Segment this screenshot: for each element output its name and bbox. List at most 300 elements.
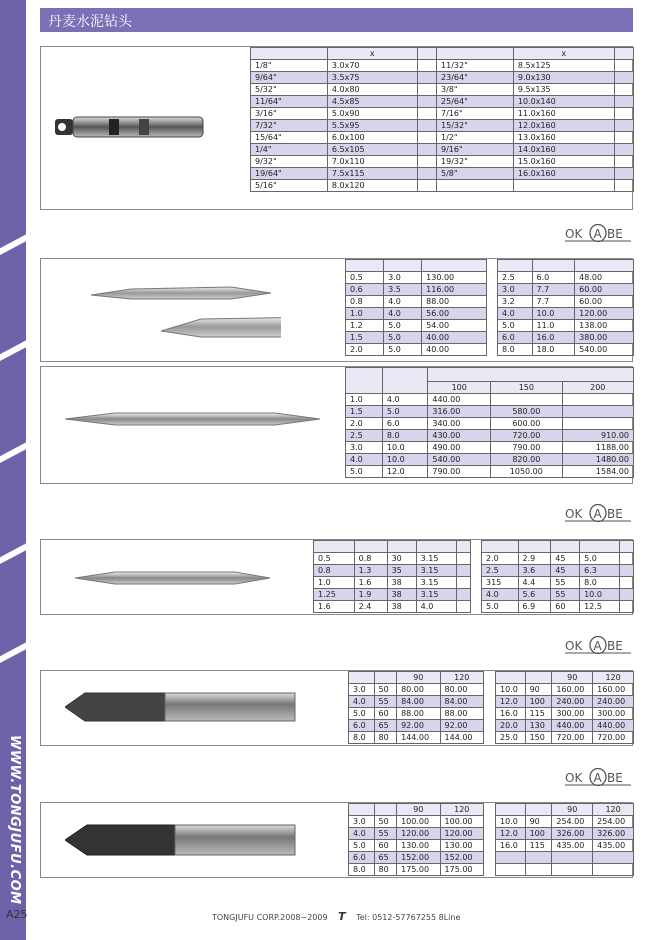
table-cell: 5.0 (384, 320, 422, 332)
page-number: A25 (6, 908, 28, 921)
table-cell (437, 180, 514, 192)
table-row (349, 732, 484, 744)
table-cell: 4.0 (382, 394, 427, 406)
spec-table-2a (345, 259, 487, 356)
table-cell (498, 260, 533, 272)
table-cell (552, 864, 593, 876)
table-cell: 200 (562, 382, 633, 394)
table-cell (614, 120, 633, 132)
table-cell: 340.00 (428, 418, 491, 430)
table-row (314, 541, 471, 553)
table-cell: 16.0 (496, 840, 526, 852)
table-cell: 3.15 (416, 553, 457, 565)
table-cell: 152.00 (397, 852, 440, 864)
table-cell: 54.00 (422, 320, 487, 332)
table-cell: 1.5 (346, 332, 384, 344)
table-cell (614, 96, 633, 108)
center-drill-image (81, 273, 281, 353)
table-row (251, 120, 634, 132)
table-cell: 7.0x110 (327, 156, 417, 168)
table-cell: 10.0x140 (513, 96, 614, 108)
table-row (251, 132, 634, 144)
table-cell (417, 84, 436, 96)
table-cell: 4.0 (349, 828, 375, 840)
table-cell: 6.0 (349, 852, 375, 864)
table-row (346, 406, 634, 418)
table-cell: 9/64" (251, 72, 328, 84)
table-cell: 540.00 (575, 344, 634, 356)
table-cell (614, 84, 633, 96)
table-cell: 720.00 (491, 430, 562, 442)
table-cell: 7.7 (532, 284, 575, 296)
table-cell: 1.0 (346, 308, 384, 320)
table-cell (346, 368, 383, 394)
table-row (346, 466, 634, 478)
table-cell: 6.0 (498, 332, 533, 344)
table-cell (314, 541, 355, 553)
center-drill-long-image (65, 405, 325, 435)
table-row (496, 684, 634, 696)
table-cell: 4.0 (498, 308, 533, 320)
table-cell: 60 (551, 601, 580, 613)
table-cell: 16.0x160 (513, 168, 614, 180)
table-row (346, 284, 487, 296)
table-cell: 4.0 (384, 308, 422, 320)
table-cell (457, 565, 471, 577)
spot-drill-image (65, 687, 305, 727)
table-row (482, 565, 634, 577)
table-row (482, 577, 634, 589)
table-cell (525, 864, 552, 876)
table-cell (496, 672, 526, 684)
table-cell: 4.0 (384, 296, 422, 308)
table-cell: 14.0x160 (513, 144, 614, 156)
table-cell: 25.0 (496, 732, 526, 744)
footer-tel: Tel: 0512-57767255 (356, 913, 437, 922)
table-cell: 440.00 (428, 394, 491, 406)
table-cell: 6.9 (518, 601, 551, 613)
table-cell: 90 (552, 672, 593, 684)
table-cell: 0.5 (314, 553, 355, 565)
table-row (496, 720, 634, 732)
table-cell: 120 (440, 672, 483, 684)
table-cell: 144.00 (440, 732, 483, 744)
table-cell: 720.00 (593, 732, 634, 744)
page-title: 丹麦水泥钻头 (40, 8, 633, 32)
table-cell (417, 144, 436, 156)
table-cell: 100.00 (440, 816, 483, 828)
table-cell: 910.00 (562, 430, 633, 442)
table-cell: 300.00 (593, 708, 634, 720)
table-cell: 5.5x95 (327, 120, 417, 132)
table-row (314, 553, 471, 565)
table-cell: 15/32" (437, 120, 514, 132)
table-cell: 6.5x105 (327, 144, 417, 156)
table-row (482, 541, 634, 553)
table-row (251, 96, 634, 108)
table-cell: 4.0x80 (327, 84, 417, 96)
table-cell (614, 48, 633, 60)
footer-line: 8Line (438, 913, 461, 922)
table-cell: 130.00 (440, 840, 483, 852)
table-cell (562, 394, 633, 406)
table-cell: 8.0 (498, 344, 533, 356)
table-cell (620, 541, 634, 553)
svg-text:BE: BE (607, 639, 623, 653)
table-cell: 300.00 (552, 708, 593, 720)
table-cell: 90 (525, 684, 552, 696)
table-cell (417, 96, 436, 108)
spec-table-5b (495, 671, 634, 744)
table-cell (417, 108, 436, 120)
table-cell: 9.0x130 (513, 72, 614, 84)
table-cell: 48.00 (575, 272, 634, 284)
table-cell: 10.0 (496, 684, 526, 696)
table-cell: 88.00 (440, 708, 483, 720)
product-panel-2 (40, 258, 633, 362)
table-cell: 6.0 (532, 272, 575, 284)
okabe-logo (565, 224, 631, 242)
table-cell: 92.00 (440, 720, 483, 732)
table-cell (417, 72, 436, 84)
svg-text:OK: OK (565, 639, 583, 653)
table-cell: 1/2" (437, 132, 514, 144)
table-cell (374, 804, 397, 816)
table-cell: 12.0 (496, 828, 526, 840)
table-cell: 130.00 (397, 840, 440, 852)
table-cell: 5.0 (498, 320, 533, 332)
table-row (314, 589, 471, 601)
table-cell: 80 (374, 864, 397, 876)
table-cell: 2.4 (354, 601, 387, 613)
table-cell: 2.0 (482, 553, 519, 565)
svg-text:A: A (593, 507, 602, 521)
table-row (349, 684, 484, 696)
product-panel-6 (40, 802, 633, 878)
table-cell: 5.0 (346, 466, 383, 478)
table-cell: 0.6 (346, 284, 384, 296)
table-cell: 540.00 (428, 454, 491, 466)
table-cell: 3.5x75 (327, 72, 417, 84)
table-cell: 30 (387, 553, 416, 565)
table-cell: 19/64" (251, 168, 328, 180)
table-cell: 4.0 (349, 696, 375, 708)
product-panel-3 (40, 366, 633, 484)
table-row (346, 260, 487, 272)
table-cell: 5/8" (437, 168, 514, 180)
table-row (346, 272, 487, 284)
table-cell (491, 394, 562, 406)
table-cell: 435.00 (552, 840, 593, 852)
table-cell: 16.0 (496, 708, 526, 720)
table-cell: 2.0 (346, 418, 383, 430)
side-stripe (0, 330, 26, 363)
table-cell: x (513, 48, 614, 60)
table-cell: 12.5 (580, 601, 620, 613)
table-cell: 138.00 (575, 320, 634, 332)
table-cell: 38 (387, 589, 416, 601)
table-row (496, 708, 634, 720)
table-cell: 23/64" (437, 72, 514, 84)
table-row (251, 48, 634, 60)
table-cell (416, 541, 457, 553)
table-cell: 9/32" (251, 156, 328, 168)
drill-set-tube-image (49, 107, 209, 147)
table-cell: 440.00 (593, 720, 634, 732)
table-cell: 35 (387, 565, 416, 577)
table-row (349, 804, 484, 816)
table-cell: 90 (397, 804, 440, 816)
table-cell (417, 168, 436, 180)
table-cell: 8.0 (349, 864, 375, 876)
table-cell (384, 260, 422, 272)
spec-table-6a (348, 803, 484, 876)
table-row (496, 852, 634, 864)
table-row (482, 553, 634, 565)
table-cell: 80 (374, 732, 397, 744)
table-cell: 4.0 (346, 454, 383, 466)
table-cell: 11/32" (437, 60, 514, 72)
table-cell: 4.0 (416, 601, 457, 613)
table-row (314, 565, 471, 577)
table-cell (593, 852, 634, 864)
table-cell: 120.00 (440, 828, 483, 840)
table-cell: 19/32" (437, 156, 514, 168)
table-row (496, 840, 634, 852)
table-cell (620, 601, 634, 613)
table-cell: 4.4 (518, 577, 551, 589)
table-cell: 3.0 (384, 272, 422, 284)
footer-company: TONGJUFU CORP.2008~2009 (212, 913, 328, 922)
table-cell: 580.00 (491, 406, 562, 418)
table-cell: 5/16" (251, 180, 328, 192)
table-row (496, 672, 634, 684)
table-cell (496, 852, 526, 864)
table-cell (457, 553, 471, 565)
table-cell: 9.5x135 (513, 84, 614, 96)
table-cell: 55 (374, 696, 397, 708)
table-cell: 10.0 (382, 442, 427, 454)
table-cell: 60 (374, 840, 397, 852)
table-cell (614, 144, 633, 156)
table-cell: 316.00 (428, 406, 491, 418)
table-cell: 150 (491, 382, 562, 394)
table-cell (614, 132, 633, 144)
table-cell (417, 132, 436, 144)
table-row (496, 816, 634, 828)
table-cell: 1.3 (354, 565, 387, 577)
table-cell: 84.00 (440, 696, 483, 708)
table-row (314, 601, 471, 613)
table-cell: 160.00 (552, 684, 593, 696)
table-cell: 65 (374, 720, 397, 732)
table-cell: 600.00 (491, 418, 562, 430)
table-cell: 1.0 (346, 394, 383, 406)
table-cell (614, 108, 633, 120)
table-cell (496, 864, 526, 876)
table-row (346, 430, 634, 442)
table-cell: 2.5 (346, 430, 383, 442)
table-cell: 0.5 (346, 272, 384, 284)
svg-text:A: A (593, 771, 602, 785)
table-cell: 120.00 (575, 308, 634, 320)
table-cell: 18.0 (532, 344, 575, 356)
table-cell: 88.00 (397, 708, 440, 720)
table-cell: 720.00 (552, 732, 593, 744)
table-cell (482, 541, 519, 553)
table-cell (614, 60, 633, 72)
table-cell: 152.00 (440, 852, 483, 864)
table-row (251, 72, 634, 84)
table-cell: 175.00 (440, 864, 483, 876)
table-cell: 56.00 (422, 308, 487, 320)
table-cell: 130.00 (422, 272, 487, 284)
table-row (482, 601, 634, 613)
table-row (498, 272, 634, 284)
table-cell: 15/64" (251, 132, 328, 144)
table-cell (620, 553, 634, 565)
table-row (346, 344, 487, 356)
side-strip (0, 0, 26, 940)
table-cell (417, 120, 436, 132)
table-cell: 3.5 (384, 284, 422, 296)
table-cell: 9/16" (437, 144, 514, 156)
table-cell: 3.0 (498, 284, 533, 296)
website-url: WWW.TONGJUFU.COM (7, 735, 22, 905)
table-cell: 25/64" (437, 96, 514, 108)
table-cell (374, 672, 397, 684)
table-cell (552, 852, 593, 864)
table-cell: 0.8 (314, 565, 355, 577)
table-cell: 1.5 (346, 406, 383, 418)
table-row (346, 394, 634, 406)
table-cell: 120 (593, 804, 634, 816)
table-cell: 120 (593, 672, 634, 684)
table-cell (457, 589, 471, 601)
table-cell: 430.00 (428, 430, 491, 442)
table-cell: 2.0 (346, 344, 384, 356)
table-cell: 11/64" (251, 96, 328, 108)
svg-text:OK: OK (565, 771, 583, 785)
okabe-logo (565, 636, 631, 654)
table-row (498, 332, 634, 344)
table-cell: 1188.00 (562, 442, 633, 454)
table-cell: 1480.00 (562, 454, 633, 466)
spec-table-2b (497, 259, 634, 356)
table-row (496, 828, 634, 840)
spec-table-4b (481, 540, 634, 613)
table-cell (437, 48, 514, 60)
table-cell: 6.0 (382, 418, 427, 430)
svg-text:BE: BE (607, 771, 623, 785)
table-cell: 2.5 (482, 565, 519, 577)
table-cell: 6.0 (349, 720, 375, 732)
table-cell (354, 541, 387, 553)
table-cell: 55 (551, 577, 580, 589)
table-cell: 90 (552, 804, 593, 816)
table-cell (593, 864, 634, 876)
table-row (496, 864, 634, 876)
svg-text:A: A (593, 227, 602, 241)
table-cell: 1.9 (354, 589, 387, 601)
table-row (349, 816, 484, 828)
table-cell (620, 589, 634, 601)
table-cell (382, 368, 427, 394)
table-cell (417, 60, 436, 72)
table-cell: 100 (525, 828, 552, 840)
table-cell: 3/8" (437, 84, 514, 96)
table-cell: 5.0 (349, 708, 375, 720)
table-cell: 55 (374, 828, 397, 840)
table-cell: 4.5x85 (327, 96, 417, 108)
table-cell (349, 804, 375, 816)
table-cell: 65 (374, 852, 397, 864)
table-cell: 3.15 (416, 589, 457, 601)
table-row (349, 864, 484, 876)
table-cell: 115 (525, 708, 552, 720)
table-cell: 1584.00 (562, 466, 633, 478)
table-cell: 11.0 (532, 320, 575, 332)
table-cell: 11.0x160 (513, 108, 614, 120)
spec-table-6b (495, 803, 634, 876)
footer (212, 910, 460, 923)
table-cell (457, 577, 471, 589)
table-cell: 38 (387, 601, 416, 613)
table-row (349, 852, 484, 864)
table-cell (614, 168, 633, 180)
table-row (346, 442, 634, 454)
table-cell (525, 852, 552, 864)
table-cell: 3.0x70 (327, 60, 417, 72)
table-cell (620, 565, 634, 577)
table-cell: 8.5x125 (513, 60, 614, 72)
table-cell: 90 (525, 816, 552, 828)
table-cell: 84.00 (397, 696, 440, 708)
table-cell: 1.2 (346, 320, 384, 332)
table-cell: 5.0 (349, 840, 375, 852)
table-cell (532, 260, 575, 272)
table-cell: 435.00 (593, 840, 634, 852)
table-cell: 3.6 (518, 565, 551, 577)
table-cell: 3.0 (349, 816, 375, 828)
table-row (349, 828, 484, 840)
table-cell: 3.15 (416, 565, 457, 577)
table-cell: x (327, 48, 417, 60)
table-cell: 90 (397, 672, 440, 684)
table-cell: 440.00 (552, 720, 593, 732)
table-cell: 10.0 (382, 454, 427, 466)
table-cell: 8.0 (382, 430, 427, 442)
table-cell: 5.0 (382, 406, 427, 418)
table-cell: 100 (428, 382, 491, 394)
table-cell: 8.0 (580, 577, 620, 589)
table-row (346, 308, 487, 320)
table-cell: 3.2 (498, 296, 533, 308)
table-cell: 150 (525, 732, 552, 744)
table-cell: 100 (525, 696, 552, 708)
table-cell: 10.0 (496, 816, 526, 828)
table-row (349, 696, 484, 708)
table-cell: 1/8" (251, 60, 328, 72)
table-cell (525, 804, 552, 816)
table-row (349, 672, 484, 684)
table-cell: 7.7 (532, 296, 575, 308)
table-cell (575, 260, 634, 272)
table-cell: 16.0 (532, 332, 575, 344)
table-row (496, 732, 634, 744)
table-cell: 4.0 (482, 589, 519, 601)
svg-text:BE: BE (607, 227, 623, 241)
